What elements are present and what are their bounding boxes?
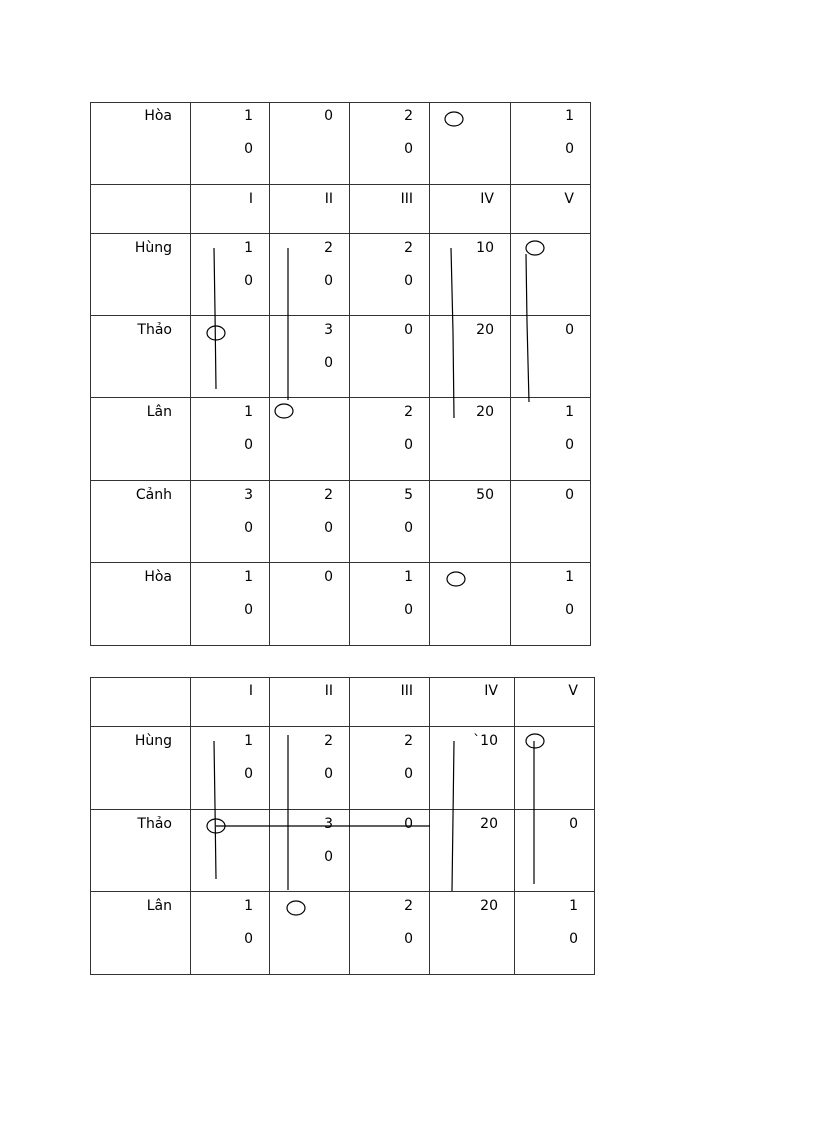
cell-text: 1 — [404, 569, 413, 585]
table-cell — [270, 102, 350, 185]
table-cell — [270, 481, 350, 563]
cell-text: 1 — [244, 240, 253, 256]
column-header-cell — [191, 185, 270, 234]
table-cell — [270, 727, 350, 810]
cell-text: 2 — [404, 108, 413, 124]
cell-text: 0 — [565, 487, 574, 503]
cell-text: 0 — [404, 437, 413, 453]
table-cell — [350, 727, 430, 810]
cell-text: 0 — [324, 273, 333, 289]
cell-text: 20 — [476, 322, 494, 338]
cell-text: Hùng — [134, 733, 172, 749]
cell-text: 0 — [569, 816, 578, 832]
table-cell — [350, 398, 430, 481]
table-cell — [511, 316, 591, 398]
table-cell — [191, 563, 270, 646]
cell-text: 0 — [244, 931, 253, 947]
cell-text: 0 — [244, 273, 253, 289]
cell-text: 0 — [244, 766, 253, 782]
column-header-cell — [511, 185, 591, 234]
table-cell — [430, 810, 515, 892]
column-header-cell — [430, 185, 511, 234]
cell-text: 0 — [404, 322, 413, 338]
cell-text: 0 — [244, 602, 253, 618]
table-cell — [430, 398, 511, 481]
cell-text: 0 — [565, 602, 574, 618]
cell-text: 0 — [404, 931, 413, 947]
row-label-cell — [90, 185, 191, 234]
cell-text: 1 — [565, 108, 574, 124]
row-label-cell — [90, 563, 191, 646]
table-cell — [430, 481, 511, 563]
table-cell — [350, 810, 430, 892]
cell-text: 2 — [324, 487, 333, 503]
table-cell — [430, 892, 515, 975]
column-header-cell — [191, 677, 270, 727]
column-header-cell — [270, 677, 350, 727]
table-cell — [430, 563, 511, 646]
cell-text: 0 — [565, 437, 574, 453]
cell-text: 1 — [569, 898, 578, 914]
cell-text: III — [400, 683, 413, 699]
cell-text: 0 — [404, 141, 413, 157]
cell-text: 2 — [324, 733, 333, 749]
allocation-table-1 — [90, 102, 591, 646]
table-cell — [191, 481, 270, 563]
allocation-table-2 — [90, 677, 595, 975]
cell-text: 0 — [565, 141, 574, 157]
cell-text: IV — [480, 191, 494, 207]
table-cell — [430, 316, 511, 398]
cell-text: 2 — [404, 733, 413, 749]
table-cell — [511, 234, 591, 316]
table-cell — [191, 316, 270, 398]
cell-text: II — [324, 191, 333, 207]
cell-text: 5 — [404, 487, 413, 503]
table-cell — [350, 234, 430, 316]
cell-text: 50 — [476, 487, 494, 503]
cell-text: Thảo — [137, 322, 172, 338]
cell-text: 1 — [565, 569, 574, 585]
column-header-cell — [350, 185, 430, 234]
table-cell — [191, 892, 270, 975]
cell-text: 3 — [324, 322, 333, 338]
column-header-cell — [350, 677, 430, 727]
table-cell — [350, 563, 430, 646]
row-label-cell — [90, 398, 191, 481]
cell-text: 0 — [324, 355, 333, 371]
table-cell — [511, 563, 591, 646]
table-cell — [270, 234, 350, 316]
table-cell — [511, 102, 591, 185]
cell-text: V — [568, 683, 578, 699]
cell-text: 20 — [480, 898, 498, 914]
cell-text: III — [400, 191, 413, 207]
cell-text: 1 — [565, 404, 574, 420]
cell-text: Hùng — [134, 240, 172, 256]
cell-text: 0 — [569, 931, 578, 947]
cell-text: 3 — [244, 487, 253, 503]
cell-text: 0 — [404, 273, 413, 289]
table-cell — [515, 727, 595, 810]
table-cell — [511, 481, 591, 563]
cell-text: 0 — [244, 520, 253, 536]
cell-text: Hòa — [144, 108, 172, 124]
cell-text: Thảo — [137, 816, 172, 832]
cell-text: 0 — [244, 141, 253, 157]
cell-text: I — [248, 683, 253, 699]
cell-text: 10 — [476, 240, 494, 256]
table-cell — [191, 102, 270, 185]
table-cell — [270, 892, 350, 975]
cell-text: I — [248, 191, 253, 207]
table-cell — [350, 892, 430, 975]
table-cell — [270, 398, 350, 481]
cell-text: 0 — [404, 766, 413, 782]
cell-text: 1 — [244, 733, 253, 749]
cell-text: 0 — [404, 520, 413, 536]
table-cell — [430, 727, 515, 810]
table-cell — [515, 892, 595, 975]
cell-text: 0 — [244, 437, 253, 453]
cell-text: V — [564, 191, 574, 207]
cell-text: 1 — [244, 404, 253, 420]
row-label-cell — [90, 234, 191, 316]
table-cell — [270, 316, 350, 398]
row-label-cell — [90, 481, 191, 563]
cell-text: 20 — [476, 404, 494, 420]
cell-text: 2 — [404, 404, 413, 420]
cell-text: 0 — [324, 520, 333, 536]
row-label-cell — [90, 810, 191, 892]
cell-text: 1 — [244, 569, 253, 585]
table-cell — [430, 102, 511, 185]
table-cell — [350, 316, 430, 398]
table-cell — [270, 810, 350, 892]
table-cell — [350, 481, 430, 563]
table-cell — [511, 398, 591, 481]
cell-text: 20 — [480, 816, 498, 832]
table-cell — [270, 563, 350, 646]
table-cell — [350, 102, 430, 185]
cell-text: 2 — [324, 240, 333, 256]
row-label-cell — [90, 727, 191, 810]
cell-text: 1 — [244, 898, 253, 914]
cell-text: 0 — [324, 849, 333, 865]
table-cell — [430, 234, 511, 316]
column-header-cell — [515, 677, 595, 727]
cell-text: 0 — [404, 602, 413, 618]
table-cell — [191, 727, 270, 810]
row-label-cell — [90, 316, 191, 398]
column-header-cell — [430, 677, 515, 727]
cell-text: 0 — [324, 766, 333, 782]
cell-text: 0 — [565, 322, 574, 338]
cell-text: 0 — [404, 816, 413, 832]
cell-text: Hòa — [144, 569, 172, 585]
cell-text: IV — [484, 683, 498, 699]
table-cell — [191, 810, 270, 892]
row-label-cell — [90, 677, 191, 727]
row-label-cell — [90, 892, 191, 975]
cell-text: 1 — [244, 108, 253, 124]
cell-text: 3 — [324, 816, 333, 832]
cell-text: 2 — [404, 898, 413, 914]
cell-text: Cảnh — [135, 487, 172, 503]
cell-text: II — [324, 683, 333, 699]
column-header-cell — [270, 185, 350, 234]
cell-text: 0 — [324, 108, 333, 124]
row-label-cell — [90, 102, 191, 185]
cell-text: 2 — [404, 240, 413, 256]
cell-text: 0 — [324, 569, 333, 585]
table-cell — [191, 398, 270, 481]
cell-text: Lân — [146, 404, 172, 420]
table-cell — [515, 810, 595, 892]
table-cell — [191, 234, 270, 316]
cell-text: `10 — [473, 733, 498, 749]
cell-text: Lân — [146, 898, 172, 914]
